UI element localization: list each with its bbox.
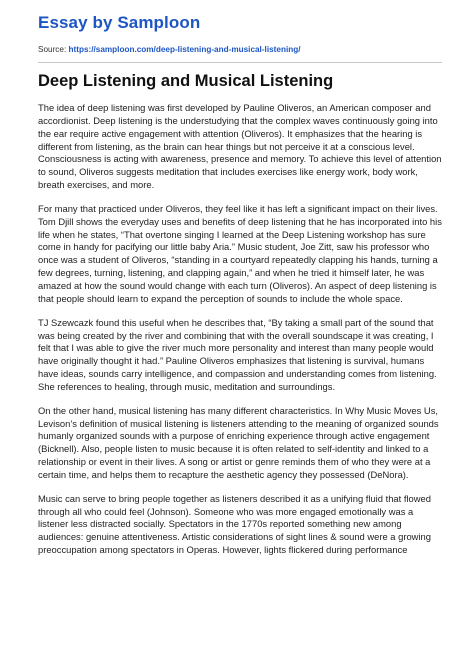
site-brand[interactable]: Essay by Samploon [38,13,201,32]
paragraph: Music can serve to bring people together as listeners described it as a unifying fluid that flowed through all who could feel (Johnson). Someone who was more engaged emotionally was a listener less distracted socially. Spectators in the 1770s reported something new among audiences: genuine attentiveness. Artistic considerations of sight lines & sound were a growing preoccupation among spectators in Operas. However, lights flickered during performance [38,492,431,556]
paragraph: The idea of deep listening was first developed by Pauline Oliveros, an American composer and accordionist. Deep listening is the understudying that the complex waves continuously going into the ear require active engagement with attention (Oliveros). It emphasizes that the hearing is different from listening, as the brain can hear things but not perceive it at a conscious level. Consciousness is acting with awareness, presence and memory. To achieve this level of attention to sound, Oliveros suggests meditation that includes exercises like energy work, body work, breath exercises, and more. [38,102,442,191]
paragraph: For many that practiced under Oliveros, they feel like it has left a significant impact on their lives. Tom Djill shows the everyday uses and benefits of deep listening that he has incorporated into his life when he states, “That overtone singing I learned at the Deep Listening workshop has sure come in handy for pacifying our little baby Aria.” Music student, Joe Zitt, saw his professor who once was a student of Oliveros, “standing in a courtyard repeatedly clapping his hands, turning a few degrees, turning, listening, and clapping again,” and when he tried it himself later, he was amazed at how the sound would change with each turn (Oliveros). An aspect of deep listening is that people should learn to expand the perception of sounds to include the whole space. [38,202,442,304]
paragraph: On the other hand, musical listening has many different characteristics. In Why Music Moves Us, Levison’s definition of musical listening is listeners attending to the meaning of organized sounds humanly organized sounds with a purpose of enriching experience through active engagement (Bicknell). Also, people listen to music because it is often related to self-identity and linked to a relationship or event in their lives. A song or artist or genre reminds them of who they were at a certain time, and helps them to recapture the aesthetic agency they possessed (DeNora). [38,404,439,480]
essay-title: Deep Listening and Musical Listening [38,72,334,90]
source-label: Source: [38,45,67,54]
paragraph: TJ Szewcazk found this useful when he describes that, “By taking a small part of the sound that was being created by the river and combining that with the overall soundscape it was creating, I felt that I was able to give the river much more personality and interest than many people would have originally thought it had.” Pauline Oliveros emphasizes that listening is survival, humans have ideas, sounds carry intelligence, and compassion and understanding comes from listening. She references to healing, through music, meditation and surroundings. [38,316,437,392]
header-divider [38,62,442,63]
source-line [38,45,301,54]
source-link[interactable]: https://samploon.com/deep-listening-and-musical-listening/ [68,45,301,54]
essay-body [38,102,442,568]
